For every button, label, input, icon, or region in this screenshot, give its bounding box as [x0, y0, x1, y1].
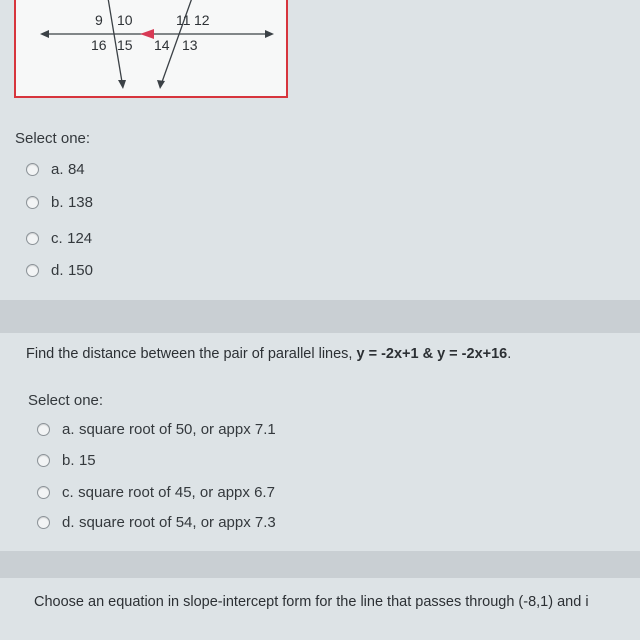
angle-label: 9 — [95, 12, 103, 28]
option-text: square root of 45, or appx 6.7 — [78, 483, 275, 501]
angle-label: 16 — [91, 37, 107, 53]
answer-option-d[interactable] — [37, 512, 276, 532]
parallel-marker-icon — [140, 29, 154, 39]
option-text: square root of 50, or appx 7.1 — [78, 420, 276, 438]
radio-button[interactable] — [37, 454, 50, 467]
option-letter: b. — [62, 451, 75, 469]
angle-label: 15 — [117, 37, 133, 53]
option-text: 150 — [67, 261, 93, 279]
prompt-equation: y = -2x+1 & y = -2x+16 — [356, 346, 508, 362]
angle-label: 14 — [154, 37, 170, 53]
select-one-label: Select one: — [28, 392, 104, 409]
radio-button[interactable] — [26, 163, 39, 176]
option-text: 138 — [67, 193, 93, 211]
prompt-text: Find the distance between the pair of parallel lines, — [26, 346, 357, 362]
option-text: square root of 54, or appx 7.3 — [78, 513, 276, 531]
arrow-down-icon — [157, 80, 165, 89]
radio-button[interactable] — [26, 264, 39, 277]
option-letter: d. — [62, 513, 75, 531]
arrow-down-icon — [118, 80, 126, 89]
radio-button[interactable] — [37, 423, 50, 436]
question-prompt: Choose an equation in slope-intercept form for the line that passes through (-8,1) and i — [34, 594, 589, 610]
angle-label: 10 — [117, 12, 133, 28]
parallel-lines-diagram — [16, 0, 290, 100]
prompt-end: . — [507, 346, 512, 362]
question-card-1 — [0, 0, 640, 300]
geometry-figure — [14, 0, 288, 98]
radio-button[interactable] — [37, 486, 50, 499]
radio-button[interactable] — [26, 196, 39, 209]
radio-button[interactable] — [37, 516, 50, 529]
answer-option-d[interactable] — [26, 260, 93, 280]
option-text: 84 — [67, 160, 85, 178]
answer-option-c[interactable] — [37, 482, 275, 502]
option-letter: c. — [51, 229, 63, 247]
arrow-right-icon — [265, 30, 274, 38]
arrow-left-icon — [40, 30, 49, 38]
angle-label: 13 — [182, 37, 198, 53]
angle-label: 12 — [194, 12, 210, 28]
question-prompt — [26, 346, 511, 362]
option-letter: a. — [62, 420, 75, 438]
question-card-2 — [0, 333, 640, 551]
answer-option-a[interactable] — [37, 419, 276, 439]
radio-button[interactable] — [26, 232, 39, 245]
option-letter: d. — [51, 261, 64, 279]
angle-label: 11 — [176, 12, 191, 28]
answer-option-b[interactable] — [26, 192, 93, 212]
option-letter: c. — [62, 483, 74, 501]
answer-option-a[interactable] — [26, 159, 85, 179]
option-text: 124 — [67, 229, 93, 247]
select-one-label: Select one: — [15, 130, 91, 147]
question-card-3 — [0, 578, 640, 640]
answer-option-b[interactable] — [37, 450, 96, 470]
option-letter: b. — [51, 193, 64, 211]
option-letter: a. — [51, 160, 64, 178]
option-text: 15 — [78, 451, 96, 469]
answer-option-c[interactable] — [26, 228, 92, 248]
